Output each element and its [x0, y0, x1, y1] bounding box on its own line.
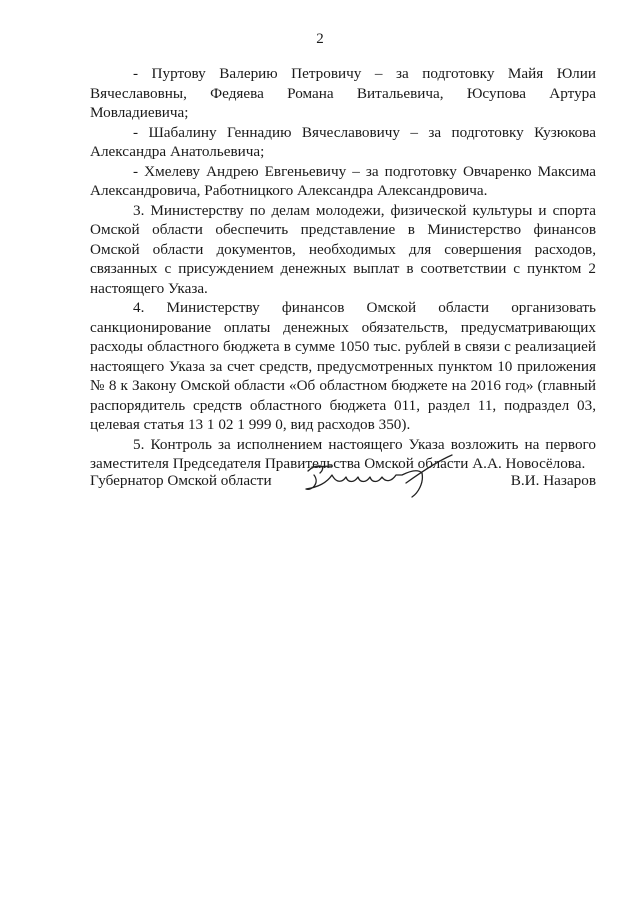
paragraph-award-shabalin: - Шабалину Геннадию Вячеславовичу – за подготовку Кузюкова Александра Анатольевича;	[90, 123, 596, 160]
signatory-name: В.И. Назаров	[510, 472, 596, 489]
paragraph-item-5: 5. Контроль за исполнением настоящего Указа возложить на первого заместителя Председателя Правительства Омской области А.А. Новосёлова.	[90, 435, 596, 472]
signature-block	[90, 463, 596, 503]
paragraph-item-4: 4. Министерству финансов Омской области организовать санкционирование оплаты денежных обязательств, предусматривающих расходы областного бюджета в сумме 1050 тыс. рублей в связи с реализацией настоящего Указа за счет средств, предусмотренных пунктом 10 приложения № 8 к Закону Омской области «Об областном бюджете на 2016 год» (главный распорядитель средств областного бюджета 011, раздел 11, подраздел 03, целевая статья 13 1 02 1 999 0, вид расходов 350).	[90, 299, 596, 433]
signatory-title: Губернатор Омской области	[90, 472, 272, 489]
page-number: 2	[316, 31, 324, 47]
handwritten-signature	[302, 453, 462, 501]
paragraph-award-khmelev: - Хмелеву Андрею Евгеньевичу – за подготовку Овчаренко Максима Александровича, Работницкого Александра Александровича.	[90, 162, 596, 199]
paragraph-item-3: 3. Министерству по делам молодежи, физической культуры и спорта Омской области обеспечить представление в Министерство финансов Омской области документов, необходимых для совершения расходов, связанных с присуждением денежных выплат в соответствии с пунктом 2 настоящего Указа.	[90, 201, 596, 297]
paragraph-award-purtov: - Пуртову Валерию Петровичу – за подготовку Майя Юлии Вячеславовны, Федяева Романа Витальевича, Юсупова Артура Мовладиевича;	[90, 65, 596, 121]
document-body	[90, 64, 596, 474]
